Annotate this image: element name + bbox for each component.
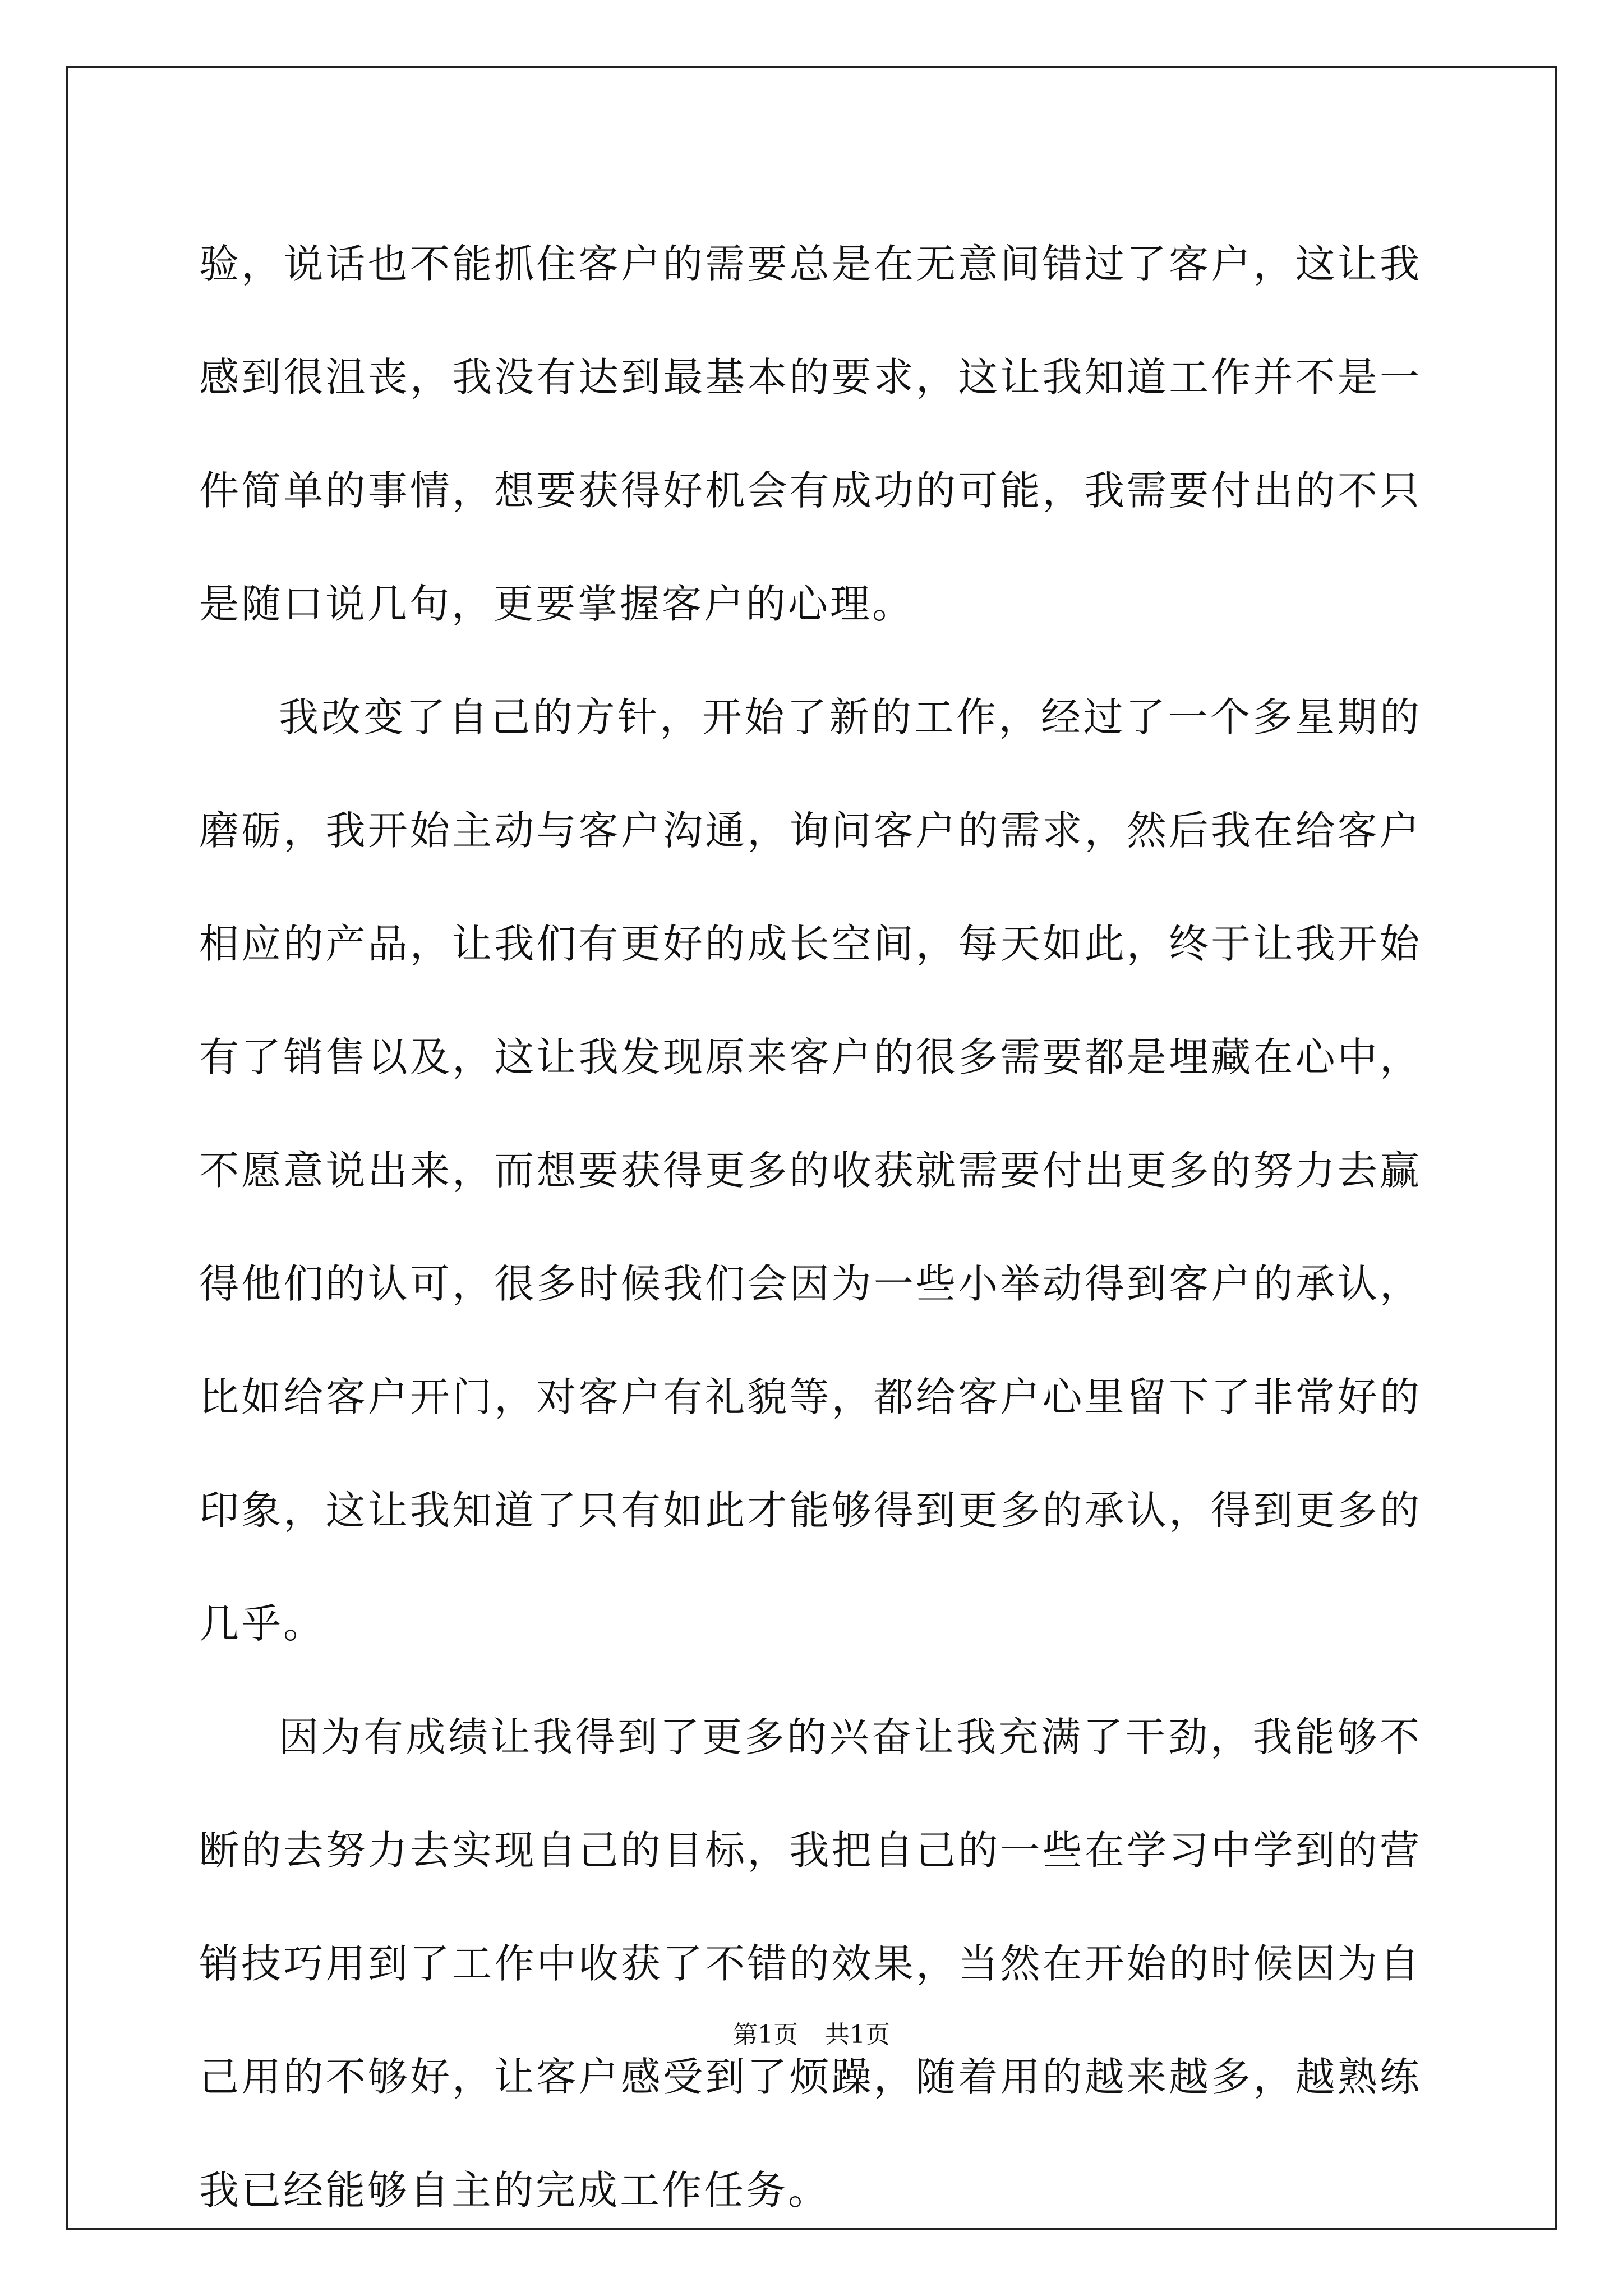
paragraph: 因为有成绩让我得到了更多的兴奋让我充满了干劲，我能够不断的去努力去实现自己的目标，我把自己的一些在学习中学到的营销技巧用到了工作中收获了不错的效果，当然在开始的时候因为自己用的不够好，让客户感受到了烦躁，随着用的越来越多，越熟练我已经能够自主的完成工作任务。 [199,1714,1422,2214]
page-total: 共1页 [825,2021,890,2049]
paragraph: 我改变了自己的方针，开始了新的工作，经过了一个多星期的磨砺，我开始主动与客户沟通，询问客户的需求，然后我在给客户相应的产品，让我们有更好的成长空间，每天如此，终于让我开始有了销售以及，这让我发现原来客户的很多需要都是埋藏在心中，不愿意说出来，而想要获得更多的收获就需要付出更多的努力去赢得他们的认可，很多时候我们会因为一些小举动得到客户的承认，比如给客户开门，对客户有礼貌等，都给客户心里留下了非常好的印象，这让我知道了只有如此才能够得到更多的承认，得到更多的几乎。 [199,694,1422,1647]
page-footer [0,2018,1623,2052]
page-number: 第1页 [733,2021,798,2049]
document-body [199,208,1422,2247]
paragraph-continued: 验，说话也不能抓住客户的需要总是在无意间错过了客户，这让我感到很沮丧，我没有达到最基本的要求，这让我知道工作并不是一件简单的事情，想要获得好机会有成功的可能，我需要付出的不只是随口说几句，更要掌握客户的心理。 [199,241,1422,627]
